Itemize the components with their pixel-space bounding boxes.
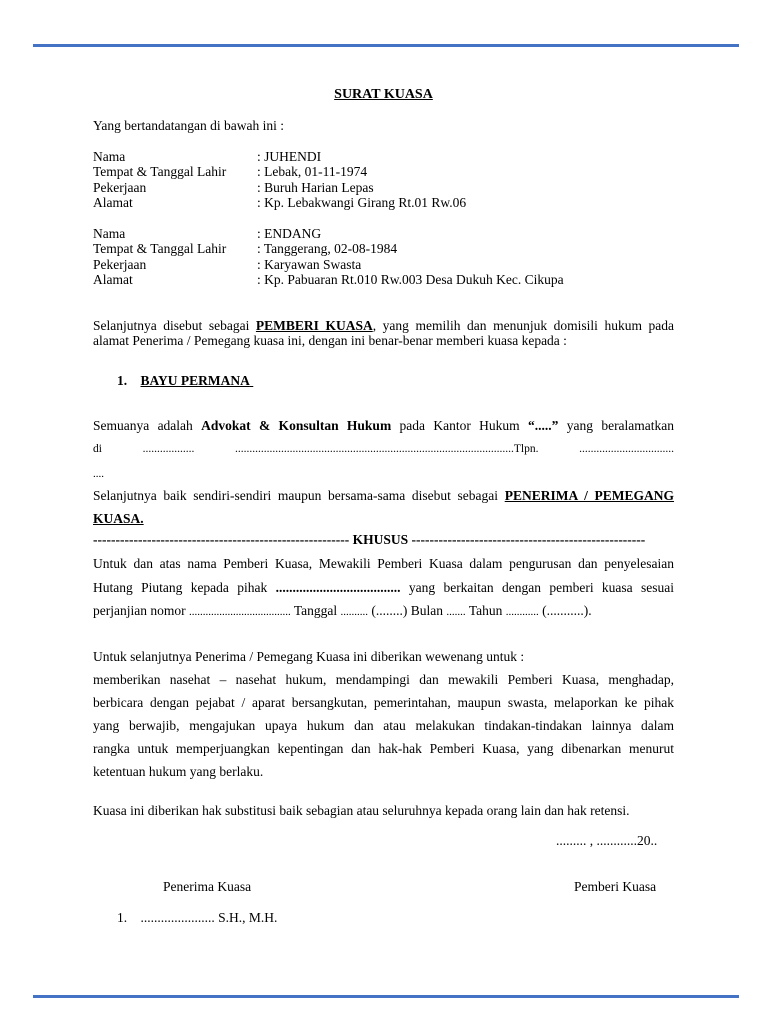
- address-label: Alamat: [93, 272, 133, 287]
- receiver-number: 1.: [117, 910, 128, 925]
- name-value: : ENDANG: [257, 226, 322, 241]
- top-rule: [33, 44, 739, 47]
- purpose-line-2: Hutang Piutang kepada pihak ..................................... yang berkaitan dengan pemberi kuasa sesuai: [93, 580, 675, 595]
- attorney-name: BAYU PERMANA: [140, 373, 250, 388]
- address-label: Alamat: [93, 195, 133, 210]
- name-value: : JUHENDI: [257, 149, 322, 164]
- name-label: Nama: [93, 226, 126, 241]
- bottom-rule: [33, 995, 739, 998]
- grantor-designation-line-2: alamat Penerima / Pemegang kuasa ini, dengan ini benar-benar memberi kuasa kepada :: [93, 333, 567, 348]
- attorney-number: 1.: [117, 373, 128, 388]
- purpose-line-3: perjanjian nomor ..................................... Tanggal .......... (........) Bulan ....... Tahun ............ (...........).: [93, 603, 592, 618]
- job-label: Pekerjaan: [93, 180, 147, 195]
- job-value: : Karyawan Swasta: [257, 257, 362, 272]
- document-title: SURAT KUASA: [334, 87, 433, 102]
- office-line-1: Semuanya adalah Advokat & Konsultan Hukum pada Kantor Hukum “.....” yang beralamatkan: [93, 418, 675, 433]
- birth-value: : Tanggerang, 02-08-1984: [257, 241, 398, 256]
- birth-value: : Lebak, 01-11-1974: [257, 164, 368, 179]
- substitution-clause: Kuasa ini diberikan hak substitusi baik sebagian atau seluruhnya kepada orang lain dan hak retensi.: [93, 803, 630, 818]
- authority-line-3: yang berwajib, mengajukan upaya hukum dan atau melakukan tindakan-tindakan lainnya dalam: [93, 718, 674, 733]
- authority-line-4: rangka untuk memperjuangkan kepentingan dan hak-hak Pemberi Kuasa, yang dibenarkan menurut: [93, 741, 674, 756]
- job-value: : Buruh Harian Lepas: [257, 180, 374, 195]
- purpose-line-1: Untuk dan atas nama Pemberi Kuasa, Mewakili Pemberi Kuasa dalam pengurusan dan penyelesaian: [93, 556, 674, 571]
- job-label: Pekerjaan: [93, 257, 147, 272]
- intro-text: Yang bertandatangan di bawah ini :: [93, 118, 284, 133]
- name-label: Nama: [93, 149, 126, 164]
- receiver-signature-item: [117, 910, 277, 926]
- receiver-designation-line-2: KUASA.: [93, 511, 144, 526]
- grantor-designation-line-1: Selanjutnya disebut sebagai PEMBERI KUASA, yang memilih dan menunjuk domisili hukum pada: [93, 318, 675, 333]
- office-line-3: ....: [93, 468, 104, 480]
- authority-line-5: ketentuan hukum yang berlaku.: [93, 764, 264, 779]
- receiver-designation-line-1: Selanjutnya baik sendiri-sendiri maupun bersama-sama disebut sebagai PENERIMA / PEMEGANG: [93, 488, 675, 503]
- giver-label: Pemberi Kuasa: [574, 879, 657, 894]
- receiver-label: Penerima Kuasa: [163, 879, 252, 894]
- grantor-term: PEMBERI KUASA: [255, 318, 373, 333]
- address-value: : Kp. Lebakwangi Girang Rt.01 Rw.06: [257, 195, 467, 210]
- authority-line-2: berbicara dengan pejabat / aparat bersangkutan, pemerintahan, maupun swasta, melaporkan ke pihak: [93, 695, 674, 710]
- date-line: ......... , ............20..: [556, 833, 658, 848]
- receiver-term: PENERIMA / PEMEGANG: [504, 488, 675, 503]
- authority-line-1: memberikan nasehat – nasehat hukum, mendampingi dan mewakili Pemberi Kuasa, menghadap,: [93, 672, 674, 687]
- birth-label: Tempat & Tanggal Lahir: [93, 241, 227, 256]
- office-line-2: di .................. .................................................................................................Tlpn. .................................: [93, 443, 674, 455]
- authority-intro: Untuk selanjutnya Penerima / Pemegang Kuasa ini diberikan wewenang untuk :: [93, 649, 525, 664]
- receiver-name: ...................... S.H., M.H.: [140, 910, 278, 925]
- special-divider: --------------------------------------------------------- KHUSUS ----------------------------------------------------: [93, 532, 646, 547]
- birth-label: Tempat & Tanggal Lahir: [93, 164, 227, 179]
- attorney-item: [117, 373, 253, 389]
- address-value: : Kp. Pabuaran Rt.010 Rw.003 Desa Dukuh Kec. Cikupa: [257, 272, 564, 287]
